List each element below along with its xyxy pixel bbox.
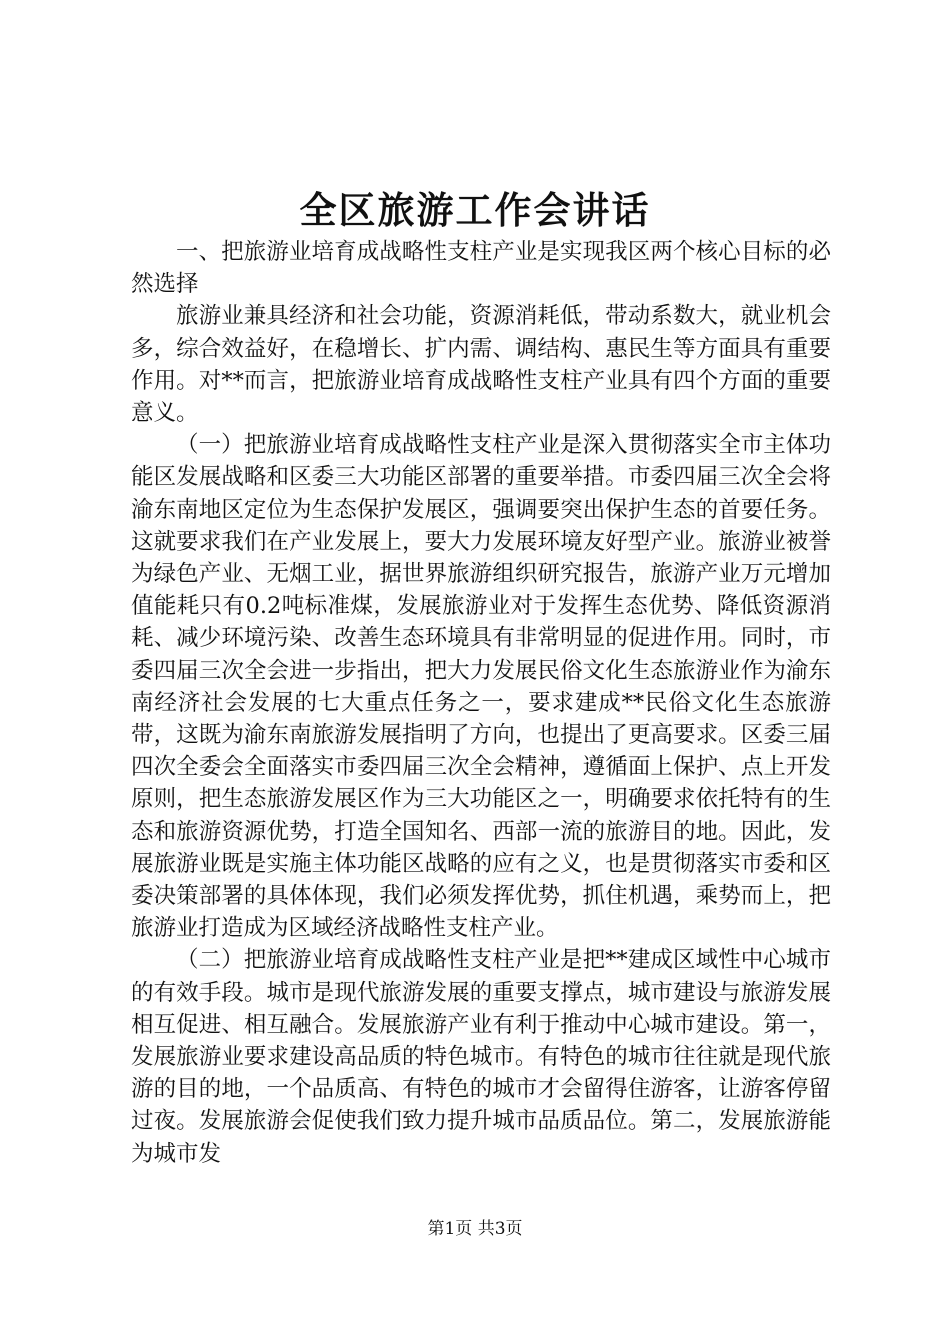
document-title: 全区旅游工作会讲话 [299,188,651,232]
document-body [131,236,831,1170]
body-paragraph: （一）把旅游业培育成战略性支柱产业是深入贯彻落实全市主体功能区发展战略和区委三大功能区部署的重要举措。市委四届三次全会将渝东南地区定位为生态保护发展区，强调要突出保护生态的首要任务。这就要求我们在产业发展上，要大力发展环境友好型产业。旅游业被誉为绿色产业、无烟工业，据世界旅游组织研究报告，旅游产业万元增加值能耗只有0.2吨标准煤，发展旅游业对于发挥生态优势、降低资源消耗、减少环境污染、改善生态环境具有非常明显的促进作用。同时，市委四届三次全会进一步指出，把大力发展民俗文化生态旅游业作为渝东南经济社会发展的七大重点任务之一，要求建成**民俗文化生态旅游带，这既为渝东南旅游发展指明了方向，也提出了更高要求。区委三届四次全委会全面落实市委四届三次全会精神，遵循面上保护、点上开发原则，把生态旅游发展区作为三大功能区之一，明确要求依托特有的生态和旅游资源优势，打造全国知名、西部一流的旅游目的地。因此，发展旅游业既是实施主体功能区战略的应有之义，也是贯彻落实市委和区委决策部署的具体体现，我们必须发挥优势，抓住机遇，乘势而上，把旅游业打造成为区域经济战略性支柱产业。 [131,432,831,942]
section-heading: 一、把旅游业培育成战略性支柱产业是实现我区两个核心目标的必然选择 [131,239,831,298]
body-paragraph: （二）把旅游业培育成战略性支柱产业是把**建成区域性中心城市的有效手段。城市是现代旅游发展的重要支撑点，城市建设与旅游发展相互促进、相互融合。发展旅游产业有利于推动中心城市建设。第一，发展旅游业要求建设高品质的特色城市。有特色的城市往往就是现代旅游的目的地，一个品质高、有特色的城市才会留得住游客，让游客停留过夜。发展旅游会促使我们致力提升城市品质品位。第二，发展旅游能为城市发 [131,947,831,1167]
page-footer: 第1页 共3页 [427,1219,523,1239]
body-paragraph: 旅游业兼具经济和社会功能，资源消耗低，带动系数大，就业机会多，综合效益好，在稳增长、扩内需、调结构、惠民生等方面具有重要作用。对**而言，把旅游业培育成战略性支柱产业具有四个方面的重要意义。 [131,303,831,427]
